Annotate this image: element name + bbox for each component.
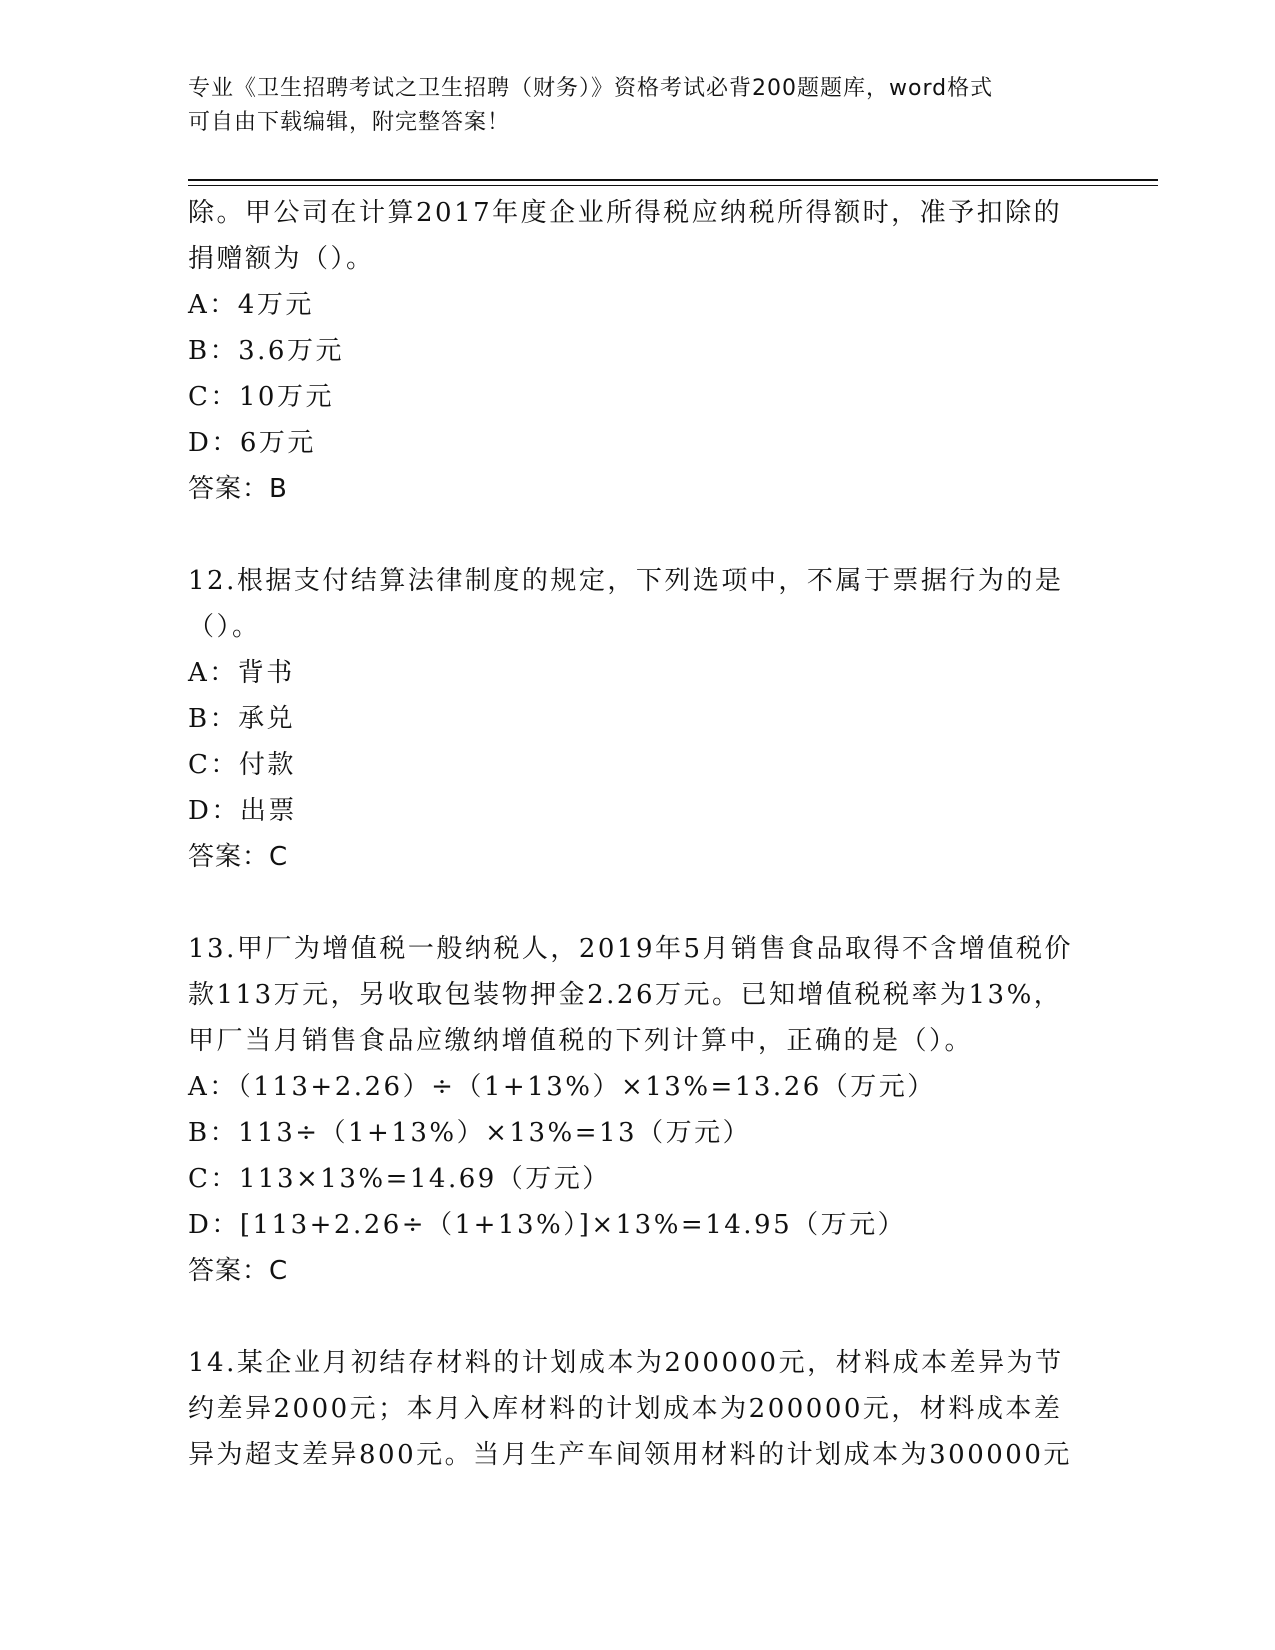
spacer — [188, 1294, 1078, 1340]
option-a: A：背书 — [188, 658, 295, 688]
answer: 答案：C — [188, 1256, 289, 1286]
header-title-line-2: 可自由下载编辑，附完整答案！ — [188, 110, 511, 135]
document-header — [188, 72, 1088, 140]
option-d: D：6万元 — [188, 428, 316, 458]
option-b: B：3.6万元 — [188, 336, 344, 366]
question-stem-line: 异为超支差异800元。当月生产车间领用材料的计划成本为300000元 — [188, 1440, 1072, 1470]
answer: 答案：C — [188, 842, 289, 872]
header-title-line-1: 专业《卫生招聘考试之卫生招聘（财务）》资格考试必背200题题库，word格式 — [188, 76, 994, 101]
option-a: A：（113+2.26）÷（1+13%）×13%=13.26（万元） — [188, 1072, 936, 1102]
option-c: C：113×13%=14.69（万元） — [188, 1164, 611, 1194]
question-14 — [188, 1340, 1078, 1478]
question-12 — [188, 558, 1078, 880]
option-c: C：付款 — [188, 750, 296, 780]
question-stem-line: 约差异2000元；本月入库材料的计划成本为200000元，材料成本差 — [188, 1394, 1063, 1424]
option-d: D：出票 — [188, 796, 297, 826]
option-d: D：[113+2.26÷（1+13%）]×13%=14.95（万元） — [188, 1210, 907, 1240]
question-stem-line: 14.某企业月初结存材料的计划成本为200000元，材料成本差异为节 — [188, 1348, 1064, 1378]
question-stem-line: 13.甲厂为增值税一般纳税人，2019年5月销售食品取得不含增值税价 — [188, 934, 1074, 964]
header-rule-thin — [188, 185, 1158, 186]
question-stem-line: 捐赠额为（）。 — [188, 244, 375, 274]
question-11 — [188, 190, 1078, 512]
question-stem-line: （）。 — [188, 612, 261, 642]
spacer — [188, 512, 1078, 558]
question-stem-line: 12.根据支付结算法律制度的规定，下列选项中，不属于票据行为的是 — [188, 566, 1064, 596]
option-c: C：10万元 — [188, 382, 334, 412]
question-13 — [188, 926, 1078, 1294]
question-stem-line: 甲厂当月销售食品应缴纳增值税的下列计算中，正确的是（）。 — [188, 1026, 974, 1056]
question-list — [188, 190, 1078, 1478]
header-rule-thick — [188, 179, 1158, 181]
option-b: B：承兑 — [188, 704, 296, 734]
option-a: A：4万元 — [188, 290, 314, 320]
answer: 答案：B — [188, 474, 288, 504]
option-b: B：113÷（1+13%）×13%=13（万元） — [188, 1118, 752, 1148]
question-stem-line: 款113万元，另收取包装物押金2.26万元。已知增值税税率为13%， — [188, 980, 1063, 1010]
question-stem-line: 除。甲公司在计算2017年度企业所得税应纳税所得额时，准予扣除的 — [188, 198, 1063, 228]
spacer — [188, 880, 1078, 926]
